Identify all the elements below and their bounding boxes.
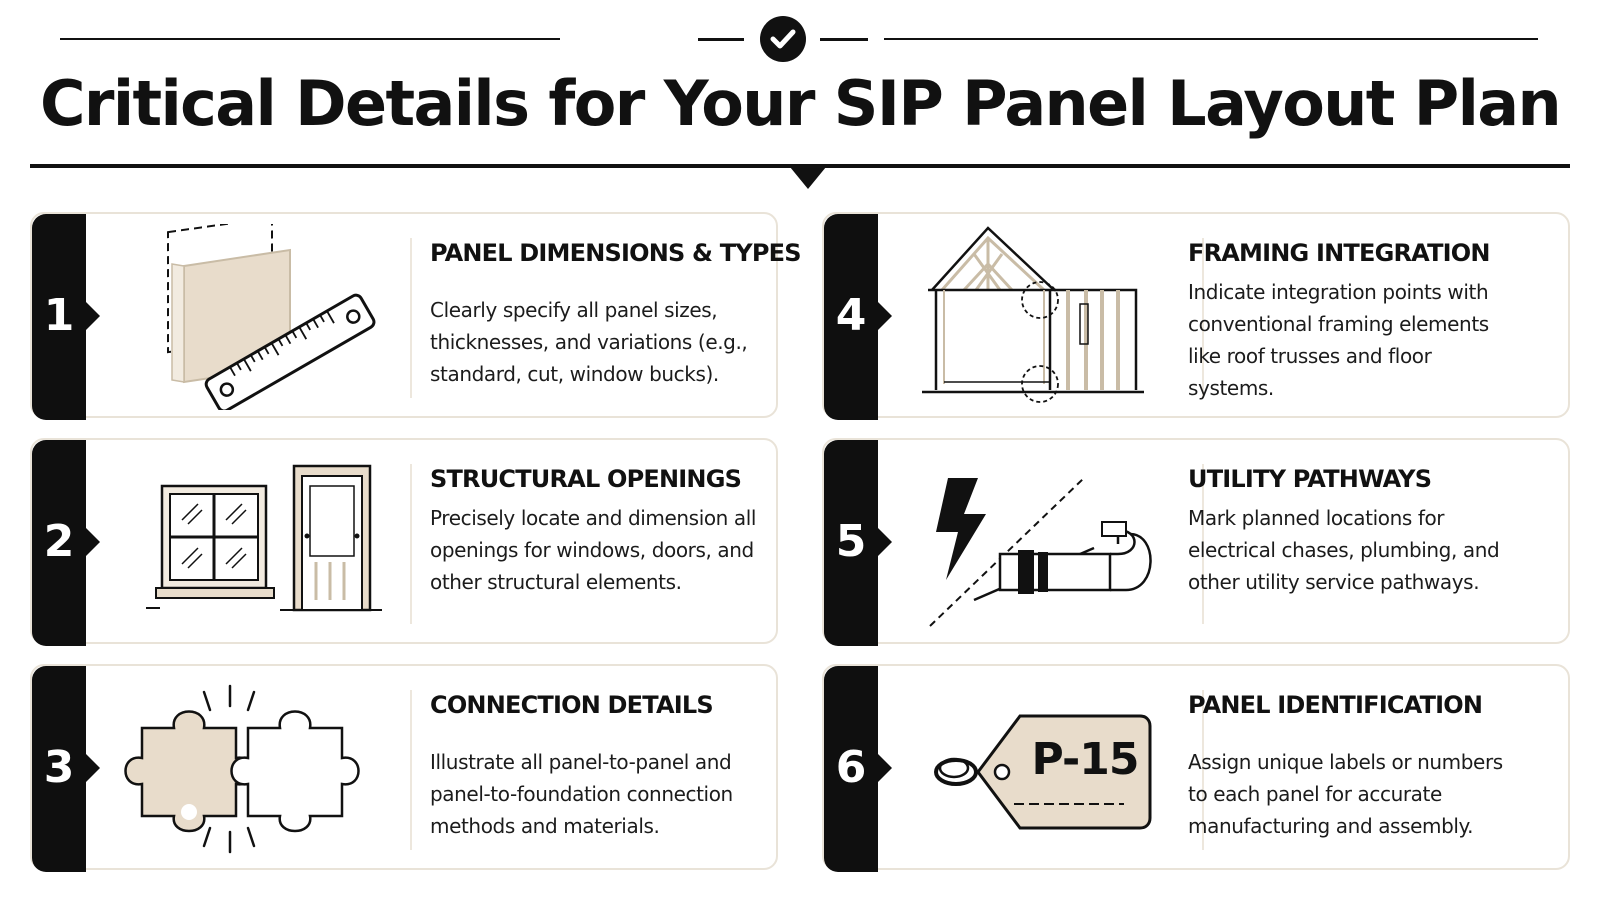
card-utility-pathways <box>822 438 1570 644</box>
card-body: Precisely locate and dimension all openings for windows, doors, and other structural elements. <box>430 506 757 594</box>
card-number-tab <box>32 214 86 420</box>
window-and-door-icon <box>112 450 382 636</box>
card-body: Indicate integration points with conventional framing elements like roof trusses and floor systems. <box>1188 280 1489 400</box>
header-rule-right-short <box>820 38 868 41</box>
header-rule-right <box>884 38 1538 40</box>
card-number: 2 <box>43 516 75 567</box>
card-panel-identification <box>822 664 1570 870</box>
label-tag-icon <box>904 676 1174 862</box>
header-pointer <box>790 167 826 189</box>
card-heading: FRAMING INTEGRATION <box>1188 239 1490 267</box>
card-heading: PANEL IDENTIFICATION <box>1188 691 1483 719</box>
lightning-and-pipe-icon <box>904 450 1174 636</box>
card-divider <box>410 690 412 850</box>
card-number: 4 <box>835 290 867 341</box>
puzzle-pieces-icon <box>112 676 382 862</box>
card-body: Mark planned locations for electrical chases, plumbing, and other utility service pathways. <box>1188 506 1500 594</box>
card-number-tab <box>824 214 878 420</box>
card-panel-dimensions <box>30 212 801 418</box>
tag-label-text: P-15 <box>1031 734 1139 785</box>
card-heading: PANEL DIMENSIONS & TYPES <box>430 239 801 267</box>
checkmark-icon <box>760 16 806 62</box>
card-framing-integration <box>822 212 1570 418</box>
header-rule-left <box>60 38 560 40</box>
card-heading: UTILITY PATHWAYS <box>1188 465 1432 493</box>
house-frame-icon <box>904 224 1174 410</box>
card-number: 3 <box>43 742 75 793</box>
card-number-tab <box>824 666 878 872</box>
card-number: 5 <box>835 516 867 567</box>
panel-and-ruler-icon <box>112 224 382 410</box>
page-title: Critical Details for Your SIP Panel Layout Plan <box>39 67 1561 140</box>
page-header <box>0 0 1600 200</box>
card-number-tab <box>824 440 878 646</box>
card-body: Illustrate all panel-to-panel and panel-to-foundation connection methods and materials. <box>430 750 733 838</box>
card-number-tab <box>32 440 86 646</box>
card-heading: CONNECTION DETAILS <box>430 691 713 719</box>
card-divider <box>410 238 412 398</box>
card-divider <box>410 464 412 624</box>
header-rule-left-short <box>698 38 744 41</box>
card-number: 1 <box>43 290 75 341</box>
card-body: Clearly specify all panel sizes, thicknesses, and variations (e.g., standard, cut, window bucks). <box>430 298 748 386</box>
card-structural-openings <box>30 438 778 644</box>
card-number: 6 <box>835 742 867 793</box>
card-connection-details <box>30 664 778 870</box>
card-heading: STRUCTURAL OPENINGS <box>430 465 742 493</box>
card-body: Assign unique labels or numbers to each panel for accurate manufacturing and assembly. <box>1188 750 1503 838</box>
card-number-tab <box>32 666 86 872</box>
